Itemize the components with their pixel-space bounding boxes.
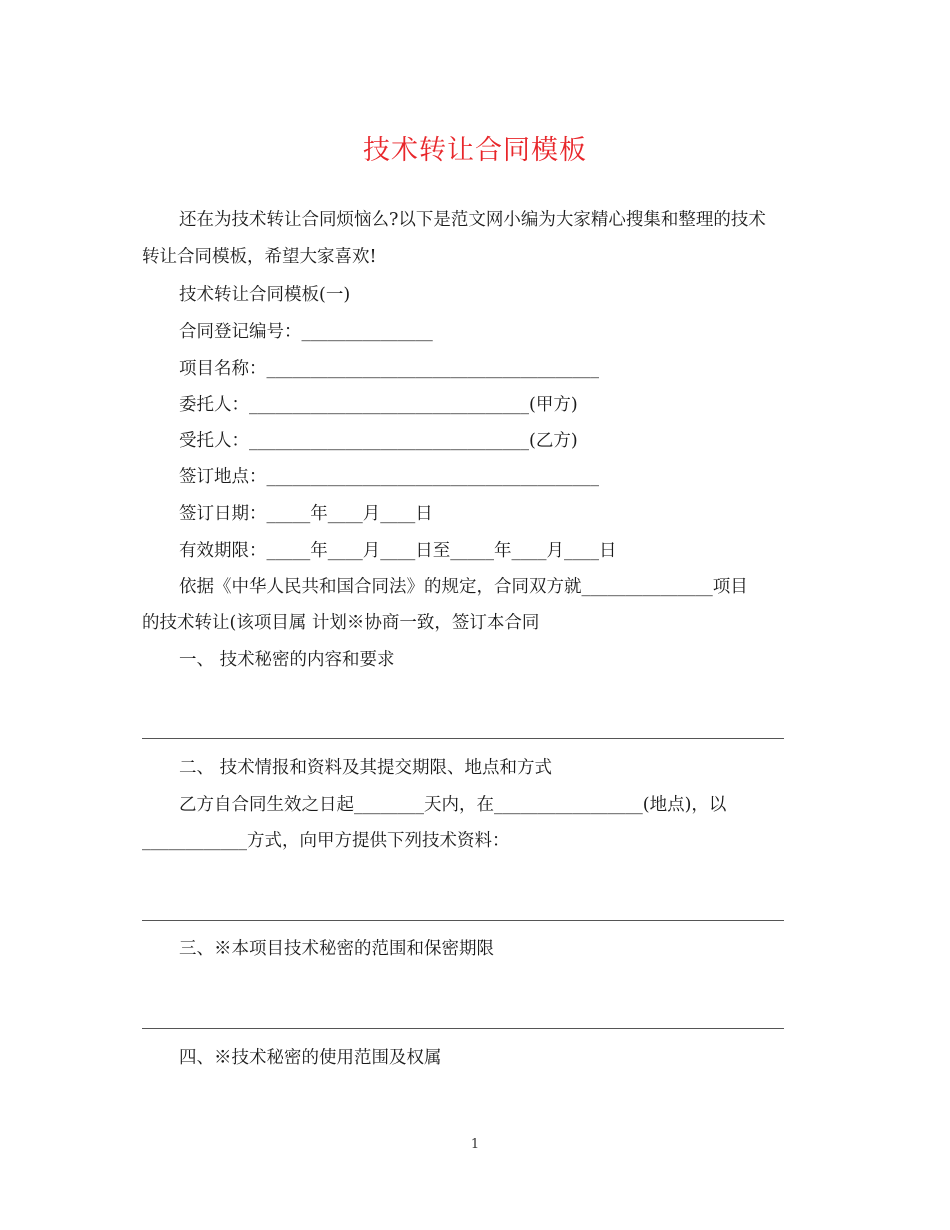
field-validity: 有效期限：_____年____月____日至_____年____月____日	[179, 541, 617, 561]
section-1-heading: 一、 技术秘密的内容和要求	[179, 650, 395, 670]
field-sign-date: 签订日期：_____年____月____日	[179, 504, 433, 524]
basis-line-2: 的技术转让(该项目属 计划※协商一致，签订本合同	[142, 613, 540, 633]
field-project-name: 项目名称：______________________________________	[179, 359, 599, 379]
intro-line-1: 还在为技术转让合同烦恼么?以下是范文网小编为大家精心搜集和整理的技术	[179, 210, 766, 230]
section-2-heading: 二、 技术情报和资料及其提交期限、地点和方式	[179, 758, 553, 778]
section-2-line-1: 乙方自合同生效之日起________天内，在_________________(地点)，以	[179, 795, 727, 815]
template-subtitle: 技术转让合同模板(一)	[179, 285, 351, 305]
section-2-line-2: ____________方式，向甲方提供下列技术资料：	[142, 831, 510, 851]
field-registration-no: 合同登记编号：_______________	[179, 322, 433, 342]
section-4-heading: 四、※技术秘密的使用范围及权属	[179, 1048, 442, 1068]
intro-line-2: 转让合同模板，希望大家喜欢!	[142, 247, 377, 267]
section-3-heading: 三、※本项目技术秘密的范围和保密期限	[179, 939, 494, 959]
field-client: 委托人：________________________________(甲方)	[179, 395, 578, 415]
field-trustee: 受托人：________________________________(乙方)	[179, 431, 578, 451]
section-3-blank-rule	[142, 1028, 784, 1029]
section-2-blank-rule	[142, 920, 784, 921]
section-1-blank-rule	[142, 738, 784, 739]
basis-line-1: 依据《中华人民共和国合同法》的规定，合同双方就_______________项目	[179, 577, 748, 597]
document-title: 技术转让合同模板	[363, 135, 587, 166]
field-sign-place: 签订地点：______________________________________	[179, 467, 599, 487]
page-number: 1	[470, 1137, 480, 1152]
